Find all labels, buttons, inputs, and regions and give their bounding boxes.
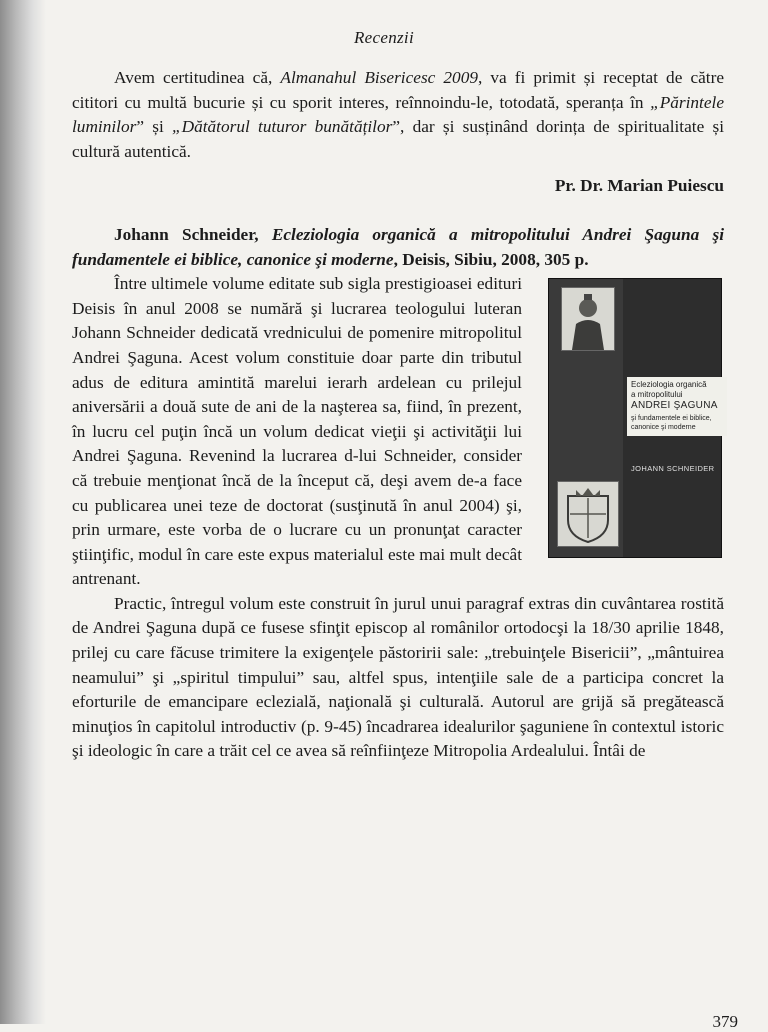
review-closing-paragraph <box>72 66 724 164</box>
text-run: ”, dar și susținând dorința de spiritualitate și cultură autentică. <box>72 117 725 161</box>
portrait-image <box>561 287 615 351</box>
cover-subject-name: ANDREI ŞAGUNA <box>631 400 718 412</box>
text-run: Avem certitudinea că, <box>114 68 281 87</box>
page-body <box>72 66 724 764</box>
book-cover-image <box>548 278 722 558</box>
book-publication: , Deisis, Sibiu, 2008, 305 p. <box>393 249 589 269</box>
book-author: Johann Schneider, <box>114 224 272 244</box>
coat-of-arms-image <box>557 481 619 547</box>
book-title: Ecleziologia organică a mitropolitului Andrei Şaguna şi fundamentele ei biblice, canonice şi moderne <box>72 224 725 269</box>
cover-title-line: a mitropolitului <box>631 390 683 400</box>
text-run: , va fi primit și receptat de către cititori cu multă bucurie și cu sporit interes, reînnoindu-le, totodată, speranța în <box>72 68 725 112</box>
cover-title-block <box>627 377 727 436</box>
cover-title-line: Ecleziologia organică <box>631 380 707 390</box>
reviewer-signature: Pr. Dr. Marian Puiescu <box>554 176 724 196</box>
book-cover-figure <box>538 278 724 562</box>
page-number: 379 <box>712 1012 738 1031</box>
review-paragraph: Practic, întregul volum este construit în jurul unui paragraf extras din cuvântarea rostită de Andrei Şaguna după ce fusese sfinţit episcop al românilor ortodocşi la 18/30 aprilie 1848, prilej cu care făcuse trimitere la exigenţele păstoririi sale: „trebuinţele Bisericii”, „mântuirea neamului” şi „spiritul timpului” sau, altfel spus, intenţiile sale de a participa concret la eforturile de emancipare eclezială, naţională şi culturală. Autorul are grijă să pregătească minuţios în capitolul introductiv (p. 9-45) încadrarea idealurilor şaguniene în contextul istoric şi ideologic în care a trăit cel ce avea să reînfiinţeze Mitropolia Ardealului. Întâi de <box>72 593 724 761</box>
quoted-title: „Dătătorul tuturor bunătăților <box>172 117 393 137</box>
book-citation <box>72 223 724 272</box>
cover-subtitle: şi fundamentele ei biblice, canonice şi moderne <box>631 415 712 432</box>
book-gutter-shadow <box>0 0 46 1024</box>
quoted-title: „Părintele luminilor <box>72 92 724 137</box>
cover-author: JOHANN SCHNEIDER <box>631 464 715 474</box>
review-paragraph: Între ultimele volume editate sub sigla prestigioasei edituri Deisis în anul 2008 se numără şi lucrarea teologului luteran Johann Schneider dedicată vrednicului de pomenire mitropolitul Andrei Şaguna. Acest volum constituie doar parte din tributul adus de editura amintită marelui ierarh ardelean cu prilejul aniversării a două sute de ani de la naşterea sa, fiind, în prezent, în lucru cel puţin încă un volum dedicat vieţii şi activităţii lui Andrei Şaguna. Revenind la lucrarea d-lui Schneider, consider că trebuie menţionat încă de la început că, deşi avem de-a face cu publicarea unei teze de doctorat (susţinută în anul 2004) şi, prin urmare, este vorba de o lucrare cu un pronunţat caracter ştiinţific, modul în care este expus materialul este mai mult decât antrenant. <box>72 274 522 589</box>
almanac-title: Almanahul Bisericesc 2009 <box>280 68 478 87</box>
running-header: Recenzii <box>354 28 414 47</box>
text-run: ” și <box>136 117 172 137</box>
